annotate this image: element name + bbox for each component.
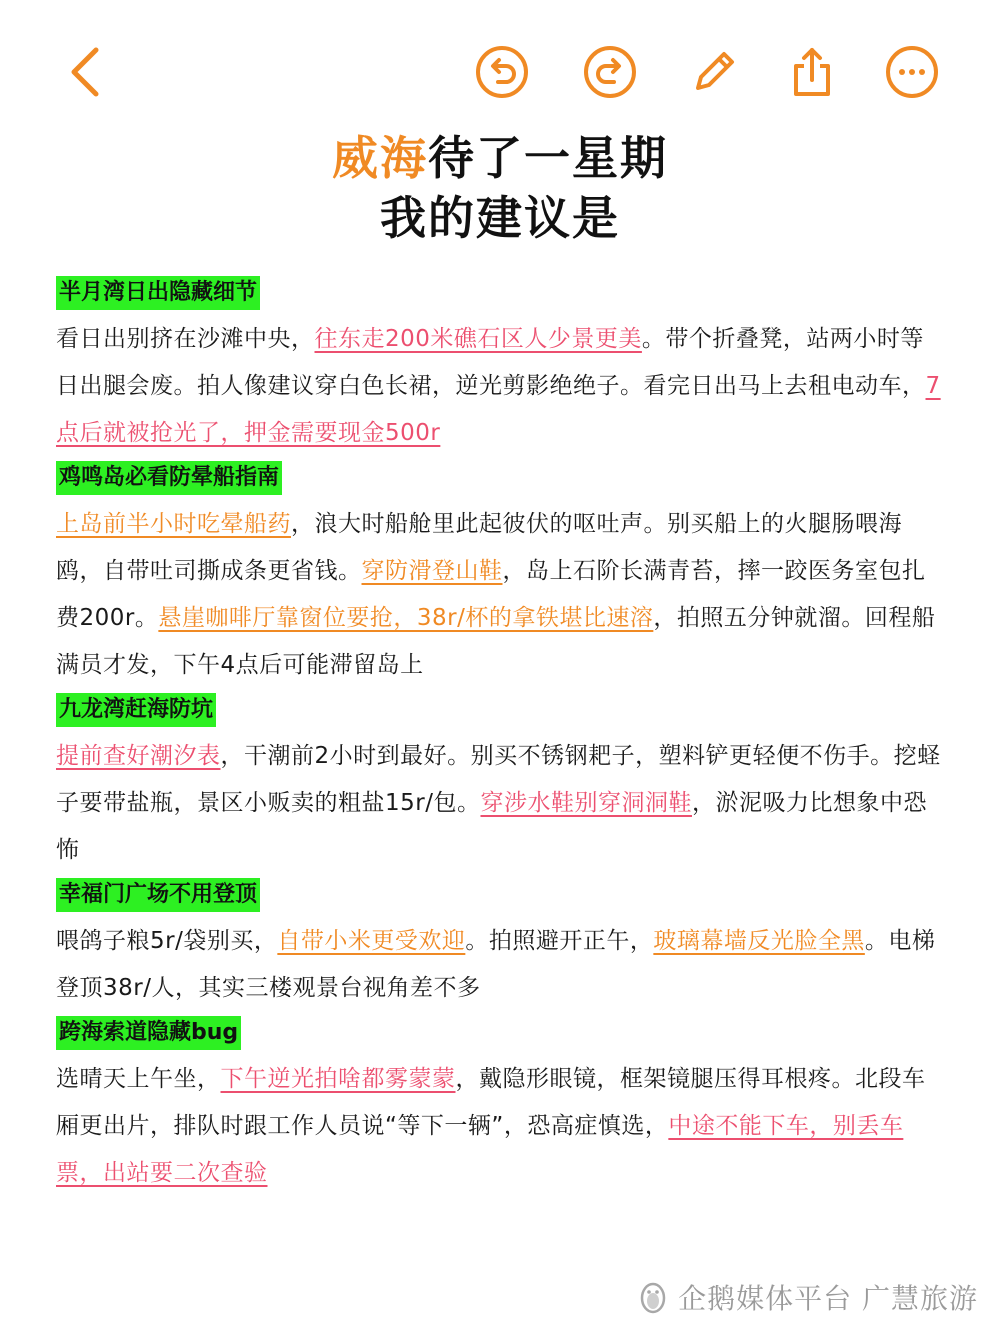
paragraph-text: ，淤泥吸力比想象中恐怖 <box>56 790 927 863</box>
paragraph-text: ，岛上石阶长满青苔，摔一跤医务室包扎费200r。 <box>56 558 926 631</box>
highlighted-tip: 下午逆光拍啥都雾蒙蒙 <box>220 1066 456 1092</box>
pencil-icon <box>686 44 742 100</box>
redo-icon <box>582 44 638 100</box>
tip-section <box>56 461 946 689</box>
highlighted-tip: 穿涉水鞋别穿洞洞鞋 <box>480 790 692 816</box>
paragraph-text: 。拍照避开正午， <box>465 928 654 954</box>
highlighted-tip: 穿防滑登山鞋 <box>361 558 503 584</box>
section-heading: 跨海索道隐藏bug <box>56 1016 241 1050</box>
highlighted-tip: 悬崖咖啡厅靠窗位要抢，38r/杯的拿铁堪比速溶 <box>158 605 654 631</box>
paragraph-text: ，浪大时船舱里此起彼伏的呕吐声。别买船上的火腿肠喂海鸥，自带吐司撕成条更省钱。 <box>56 511 902 584</box>
toolbar <box>0 40 1000 104</box>
paragraph-text: ，戴隐形眼镜，框架镜腿压得耳根疼。北段车厢更出片，排队时跟工作人员说“等下一辆”，恐高症慎选， <box>56 1066 926 1139</box>
back-button[interactable] <box>52 40 116 104</box>
section-paragraph <box>56 501 946 689</box>
tip-section <box>56 693 946 874</box>
section-heading: 半月湾日出隐藏细节 <box>56 276 260 310</box>
section-heading: 幸福门广场不用登顶 <box>56 878 260 912</box>
page-title <box>0 128 1000 248</box>
paragraph-text: 选晴天上午坐， <box>56 1066 221 1092</box>
more-button[interactable] <box>880 40 944 104</box>
share-button[interactable] <box>780 40 844 104</box>
highlighted-tip: 往东走200米礁石区人少景更美 <box>314 326 642 352</box>
note-body[interactable] <box>56 276 946 1201</box>
title-line-2: 我的建议是 <box>380 191 620 245</box>
more-icon <box>884 44 940 100</box>
back-chevron-icon <box>64 44 104 100</box>
section-paragraph <box>56 733 946 874</box>
tip-section <box>56 878 946 1012</box>
paragraph-text: 。电梯登顶38r/人，其实三楼观景台视角差不多 <box>56 928 936 1001</box>
edit-button[interactable] <box>682 40 746 104</box>
paragraph-text: 。带个折叠凳，站两小时等日出腿会废。拍人像建议穿白色长裙，逆光剪影绝绝子。看完日出马上去租电动车， <box>56 326 926 399</box>
highlighted-tip: 提前查好潮汐表 <box>56 743 221 769</box>
title-line-1 <box>0 128 1000 188</box>
watermark-text: 企鹅媒体平台 广慧旅游 <box>678 1282 978 1315</box>
section-paragraph <box>56 918 946 1012</box>
watermark <box>636 1277 978 1317</box>
tip-section <box>56 1016 946 1197</box>
title-accent: 威海 <box>332 131 428 185</box>
section-heading: 鸡鸣岛必看防晕船指南 <box>56 461 282 495</box>
paragraph-text: 喂鸽子粮5r/袋别买， <box>56 928 278 954</box>
paragraph-text: ，干潮前2小时到最好。别买不锈钢耙子，塑料铲更轻便不伤手。挖蛏子要带盐瓶，景区小贩卖的粗盐15r/包。 <box>56 743 941 816</box>
highlighted-tip: 上岛前半小时吃晕船药 <box>56 511 291 537</box>
highlighted-tip: 自带小米更受欢迎 <box>277 928 466 954</box>
undo-icon <box>474 44 530 100</box>
share-icon <box>784 44 840 100</box>
undo-button[interactable] <box>470 40 534 104</box>
penguin-logo-icon <box>636 1280 670 1314</box>
paragraph-text: 看日出别挤在沙滩中央， <box>56 326 315 352</box>
tip-section <box>56 276 946 457</box>
highlighted-tip: 7点后就被抢光了，押金需要现金500r <box>56 373 941 446</box>
section-heading: 九龙湾赶海防坑 <box>56 693 216 727</box>
redo-button[interactable] <box>578 40 642 104</box>
highlighted-tip: 中途不能下车，别丢车票，出站要二次查验 <box>56 1113 904 1186</box>
highlighted-tip: 玻璃幕墙反光脸全黑 <box>653 928 865 954</box>
paragraph-text: ，拍照五分钟就溜。回程船满员才发，下午4点后可能滞留岛上 <box>56 605 936 678</box>
title-line-1-rest: 待了一星期 <box>428 131 668 185</box>
section-paragraph <box>56 1056 946 1197</box>
section-paragraph <box>56 316 946 457</box>
